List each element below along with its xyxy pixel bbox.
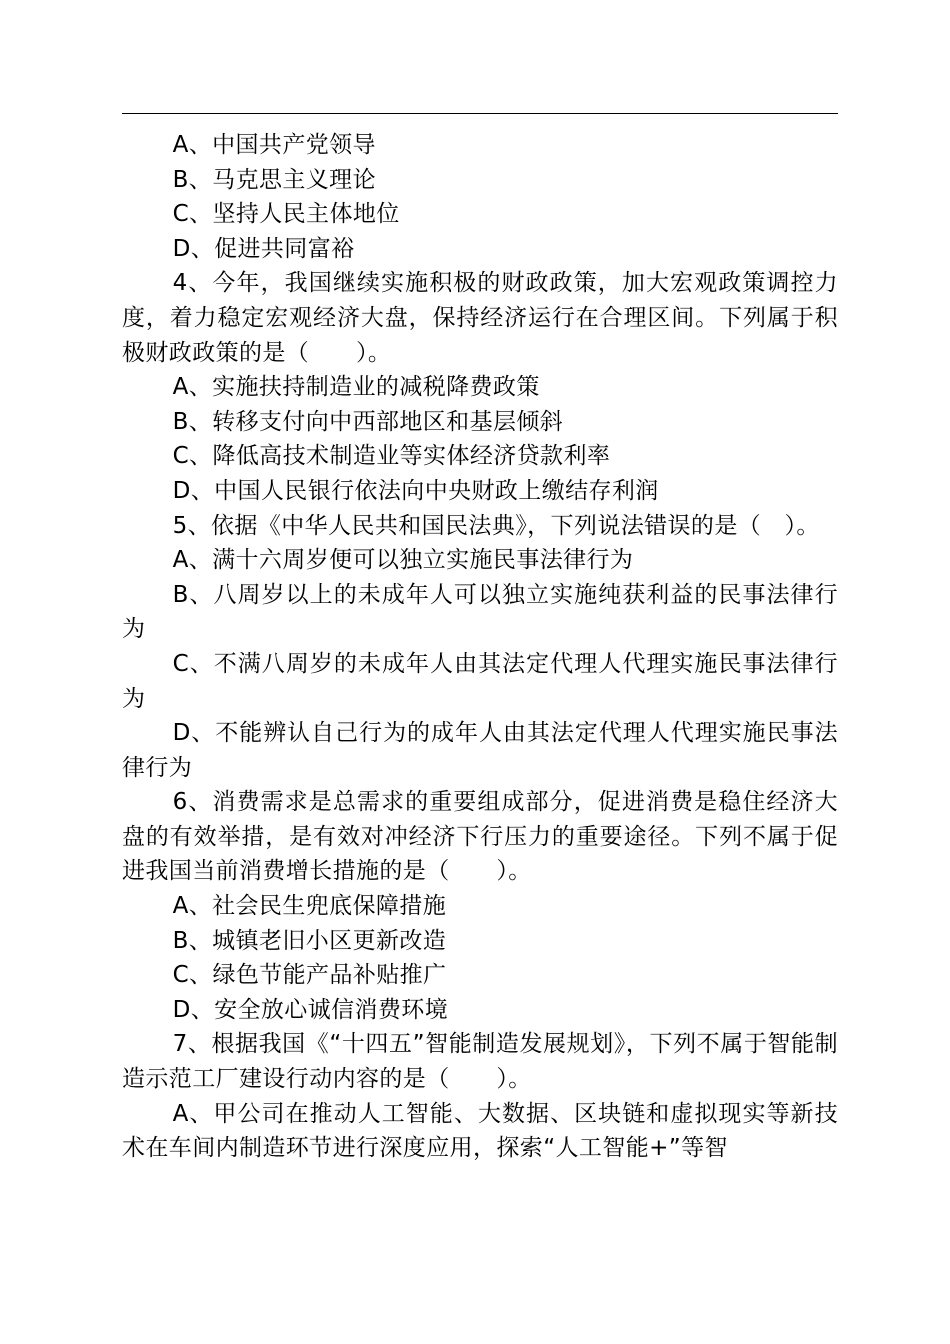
option-c-q5: C、不满八周岁的未成年人由其法定代理人代理实施民事法律行为 (122, 650, 838, 712)
question-4: 4、今年，我国继续实施积极的财政政策，加大宏观政策调控力度，着力稳定宏观经济大盘，保持经济运行在合理区间。下列属于积极财政政策的是（ ）。 (122, 270, 838, 366)
document-body (122, 128, 838, 1166)
question-7: 7、根据我国《“十四五”智能制造发展规划》，下列不属于智能制造示范工厂建设行动内容的是（ ）。 (122, 1031, 838, 1093)
option-b-q5: B、八周岁以上的未成年人可以独立实施纯获利益的民事法律行为 (122, 581, 838, 643)
option-d-q4: D、中国人民银行依法向中央财政上缴结存利润 (172, 477, 659, 504)
option-a-q3: A、中国共产党领导 (172, 132, 376, 158)
header-rule (122, 113, 838, 114)
option-b-q4: B、转移支付向中西部地区和基层倾斜 (172, 408, 564, 435)
option-b-q6: B、城镇老旧小区更新改造 (172, 927, 447, 954)
question-5: 5、依据《中华人民共和国民法典》，下列说法错误的是（ ）。 (172, 512, 820, 539)
option-a-q7: A、甲公司在推动人工智能、大数据、区块链和虚拟现实等新技术在车间内制造环节进行深度应用，探索“人工智能+”等智 (122, 1100, 838, 1162)
option-b-q3: B、马克思主义理论 (172, 166, 376, 193)
question-6: 6、消费需求是总需求的重要组成部分，促进消费是稳住经济大盘的有效举措，是有效对冲经济下行压力的重要途径。下列不属于促进我国当前消费增长措施的是（ ）。 (122, 789, 838, 885)
option-d-q5: D、不能辨认自己行为的成年人由其法定代理人代理实施民事法律行为 (122, 720, 838, 781)
option-a-q6: A、社会民生兜底保障措施 (172, 893, 447, 920)
option-a-q5: A、满十六周岁便可以独立实施民事法律行为 (172, 547, 634, 574)
option-d-q6: D、安全放心诚信消费环境 (172, 996, 449, 1023)
option-a-q4: A、实施扶持制造业的减税降费政策 (172, 374, 540, 401)
option-d-q3: D、促进共同富裕 (172, 235, 355, 262)
option-c-q6: C、绿色节能产品补贴推广 (172, 962, 447, 989)
option-c-q3: C、坚持人民主体地位 (172, 201, 400, 228)
option-c-q4: C、降低高技术制造业等实体经济贷款利率 (172, 443, 611, 470)
